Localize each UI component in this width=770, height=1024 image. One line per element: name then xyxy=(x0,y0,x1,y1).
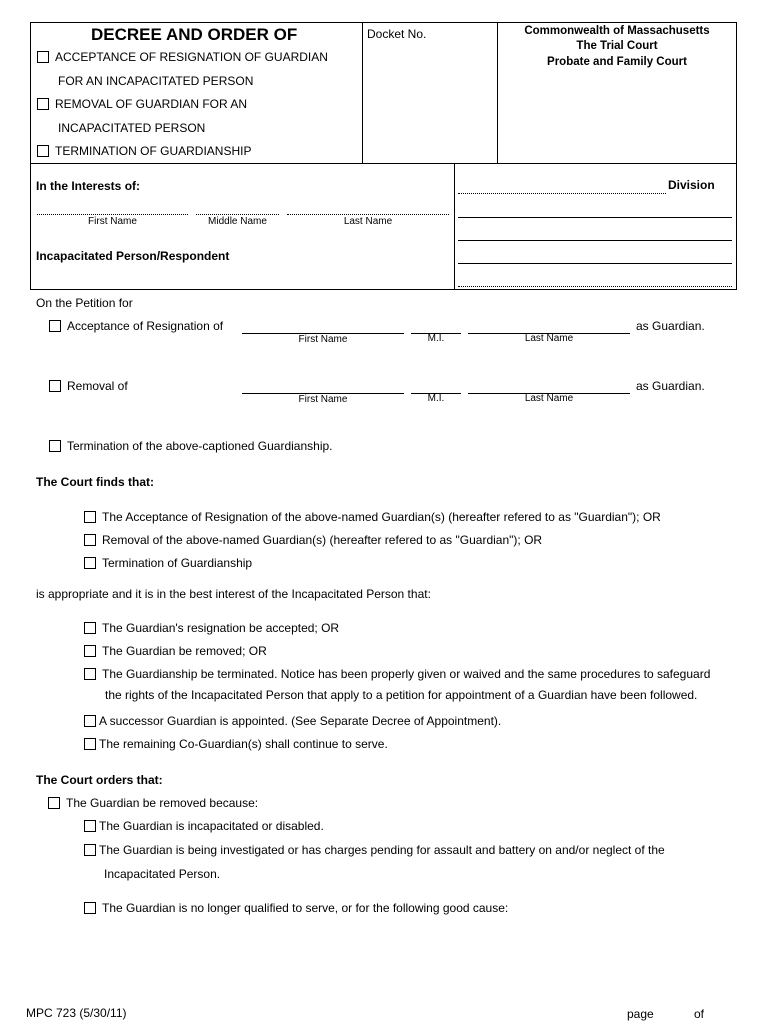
middle-name-field[interactable] xyxy=(196,214,279,215)
finding-termination-label: Termination of Guardianship xyxy=(102,556,253,570)
court-name-line3: Probate and Family Court xyxy=(547,56,687,68)
middle-name-caption: Middle Name xyxy=(208,216,267,227)
acceptance-last-name-caption: Last Name xyxy=(524,333,574,344)
address-line-4[interactable] xyxy=(458,286,732,287)
address-line-3[interactable] xyxy=(458,263,732,264)
outcome-removed-label: The Guardian be removed; OR xyxy=(102,644,267,658)
petition-intro: On the Petition for xyxy=(36,296,133,310)
petition-removal-checkbox[interactable] xyxy=(49,380,61,392)
acceptance-mi-caption: M.I. xyxy=(427,333,445,344)
first-name-caption: First Name xyxy=(88,216,137,227)
outcome-terminated-label: The Guardianship be terminated. Notice has been properly given or waived and the same procedures to safeguard xyxy=(102,667,711,681)
reason-incapacitated-checkbox[interactable] xyxy=(84,820,96,832)
finding-acceptance-label: The Acceptance of Resignation of the above-named Guardian(s) (hereafter refered to as "Guardian"); OR xyxy=(102,510,661,524)
header-divider-1 xyxy=(362,22,363,163)
removal-first-name-caption: First Name xyxy=(298,394,348,405)
finding-acceptance-checkbox[interactable] xyxy=(84,511,96,523)
findings-heading: The Court finds that: xyxy=(36,475,154,489)
first-name-field[interactable] xyxy=(37,214,188,215)
reason-incapacitated-label: The Guardian is incapacitated or disabled. xyxy=(99,819,324,833)
petition-termination-checkbox[interactable] xyxy=(49,440,61,452)
reason-good-cause-label: The Guardian is no longer qualified to serve, or for the following good cause: xyxy=(102,901,509,915)
petition-acceptance-label: Acceptance of Resignation of xyxy=(67,319,224,333)
appropriate-statement: is appropriate and it is in the best interest of the Incapacitated Person that: xyxy=(36,587,431,601)
reason-investigated-label: The Guardian is being investigated or has charges pending for assault and battery on and/or neglect of the xyxy=(99,843,665,857)
option-removal-label-2: INCAPACITATED PERSON xyxy=(58,121,206,135)
last-name-field[interactable] xyxy=(287,214,449,215)
last-name-caption: Last Name xyxy=(343,216,393,227)
division-label: Division xyxy=(668,178,715,192)
docket-label: Docket No. xyxy=(367,27,427,41)
outcome-successor-label: A successor Guardian is appointed. (See Separate Decree of Appointment). xyxy=(99,714,502,728)
acceptance-first-name-caption: First Name xyxy=(298,334,348,345)
finding-termination-checkbox[interactable] xyxy=(84,557,96,569)
petition-acceptance-checkbox[interactable] xyxy=(49,320,61,332)
outcome-terminated-checkbox[interactable] xyxy=(84,668,96,680)
removal-as-guardian: as Guardian. xyxy=(636,379,705,393)
outcome-coguardian-label: The remaining Co-Guardian(s) shall continue to serve. xyxy=(99,737,388,751)
address-line-2[interactable] xyxy=(458,240,732,241)
option-removal-checkbox[interactable] xyxy=(37,98,49,110)
reason-good-cause-checkbox[interactable] xyxy=(84,902,96,914)
option-acceptance-checkbox[interactable] xyxy=(37,51,49,63)
header-row-divider xyxy=(30,163,737,164)
option-acceptance-label-2: FOR AN INCAPACITATED PERSON xyxy=(58,74,254,88)
division-divider xyxy=(454,163,455,290)
option-termination-checkbox[interactable] xyxy=(37,145,49,157)
petition-termination-label: Termination of the above-captioned Guardianship. xyxy=(67,439,333,453)
outcome-removed-checkbox[interactable] xyxy=(84,645,96,657)
option-acceptance-label: ACCEPTANCE OF RESIGNATION OF GUARDIAN xyxy=(55,50,328,64)
outcome-terminated-label-2: the rights of the Incapacitated Person that apply to a petition for appointment of a Guardian have been followed. xyxy=(105,688,698,702)
removal-last-name-caption: Last Name xyxy=(524,393,574,404)
court-name-line1: Commonwealth of Massachusetts xyxy=(524,25,710,37)
outcome-resignation-checkbox[interactable] xyxy=(84,622,96,634)
finding-removal-label: Removal of the above-named Guardian(s) (hereafter refered to as "Guardian"); OR xyxy=(102,533,543,547)
option-termination-label: TERMINATION OF GUARDIANSHIP xyxy=(55,144,252,158)
form-id: MPC 723 (5/30/11) xyxy=(26,1006,127,1020)
outcome-coguardian-checkbox[interactable] xyxy=(84,738,96,750)
removal-mi-caption: M.I. xyxy=(427,393,445,404)
address-line-1[interactable] xyxy=(458,217,732,218)
order-removed-label: The Guardian be removed because: xyxy=(66,796,259,810)
of-label: of xyxy=(694,1007,705,1021)
petition-removal-label: Removal of xyxy=(67,379,128,393)
court-name-line2: The Trial Court xyxy=(576,40,658,52)
page-label: page xyxy=(627,1007,654,1021)
respondent-role-label: Incapacitated Person/Respondent xyxy=(36,249,230,263)
acceptance-as-guardian: as Guardian. xyxy=(636,319,705,333)
interests-label: In the Interests of: xyxy=(36,179,141,193)
reason-investigated-checkbox[interactable] xyxy=(84,844,96,856)
orders-heading: The Court orders that: xyxy=(36,773,163,787)
division-field[interactable] xyxy=(458,193,666,194)
docket-number-field[interactable] xyxy=(364,44,495,160)
form-title: DECREE AND ORDER OF xyxy=(91,25,298,44)
outcome-successor-checkbox[interactable] xyxy=(84,715,96,727)
outcome-resignation-label: The Guardian's resignation be accepted; OR xyxy=(102,621,340,635)
option-removal-label: REMOVAL OF GUARDIAN FOR AN xyxy=(55,97,248,111)
reason-investigated-label-2: Incapacitated Person. xyxy=(104,867,221,881)
finding-removal-checkbox[interactable] xyxy=(84,534,96,546)
order-removed-checkbox[interactable] xyxy=(48,797,60,809)
